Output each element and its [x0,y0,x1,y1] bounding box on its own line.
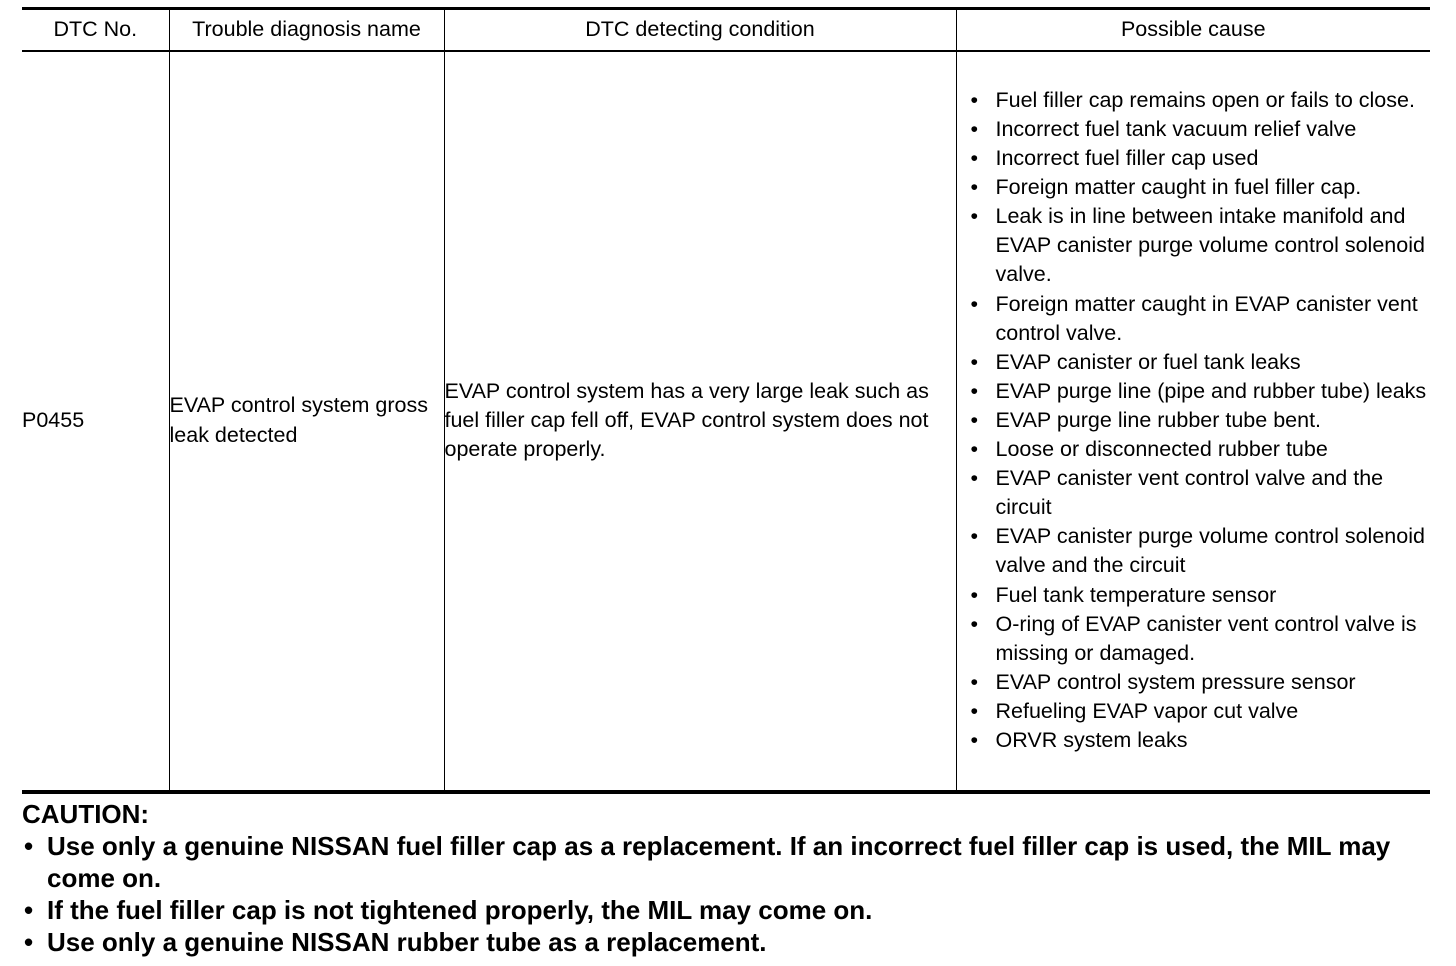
possible-cause-item [971,522,1431,580]
possible-cause-text: Incorrect fuel tank vacuum relief valve [995,117,1357,142]
bullet-icon: • [970,87,979,112]
bullet-icon: • [970,204,979,229]
caution-text: Use only a genuine NISSAN rubber tube as a replacement. [47,927,767,957]
possible-cause-item [971,348,1431,377]
possible-cause-item [971,406,1431,435]
bullet-icon: • [970,611,979,636]
bullet-icon: • [970,175,979,200]
bullet-icon: • [970,669,979,694]
bullet-icon: • [970,117,979,142]
possible-cause-text: EVAP canister vent control valve and the circuit [995,466,1384,520]
bullet-icon: • [24,927,34,957]
header-dtc-no: DTC No. [22,9,169,51]
bullet-icon: • [970,407,979,432]
possible-cause-text: Refueling EVAP vapor cut valve [995,698,1299,723]
possible-cause-text: Fuel tank temperature sensor [995,582,1277,607]
bullet-icon: • [970,466,979,491]
possible-cause-text: Incorrect fuel filler cap used [995,146,1259,171]
caution-list [22,830,1430,958]
possible-cause-text: ORVR system leaks [995,727,1188,752]
trouble-diagnosis-name: EVAP control system gross leak detected [169,51,444,792]
caution-text: Use only a genuine NISSAN fuel filler cap as a replacement. If an incorrect fuel filler cap is used, the MIL may come on. [47,831,1391,893]
possible-cause-item [971,290,1431,348]
bullet-icon: • [970,437,979,462]
possible-cause-item [971,610,1431,668]
caution-item [22,894,1430,926]
possible-cause-text: Foreign matter caught in EVAP canister vent control valve. [995,291,1418,345]
possible-cause-text: EVAP canister purge volume control solenoid valve and the circuit [995,524,1425,578]
possible-cause-item [971,115,1431,144]
possible-cause-item [971,581,1431,610]
possible-cause-item [971,86,1431,115]
caution-text: If the fuel filler cap is not tightened properly, the MIL may come on. [47,895,873,925]
possible-cause-item [971,464,1431,522]
caution-item [22,830,1430,894]
table-row [22,51,1430,792]
caution-title: CAUTION: [22,799,150,829]
bullet-icon: • [970,727,979,752]
bullet-icon: • [24,895,34,925]
possible-cause-item [971,726,1431,755]
possible-cause-item [971,144,1431,173]
bullet-icon: • [970,582,979,607]
possible-cause-text: Leak is in line between intake manifold and EVAP canister purge volume control solenoid valve. [995,204,1425,287]
header-dtc-detecting-condition: DTC detecting condition [444,9,956,51]
bullet-icon: • [970,378,979,403]
possible-cause-cell [956,51,1430,792]
possible-cause-text: EVAP canister or fuel tank leaks [995,349,1301,374]
possible-cause-text: O-ring of EVAP canister vent control valve is missing or damaged. [995,611,1417,665]
bullet-icon: • [970,146,979,171]
dtc-code: P0455 [22,51,169,792]
possible-cause-text: Loose or disconnected rubber tube [995,437,1328,462]
possible-cause-item [971,435,1431,464]
table-header-row [22,9,1430,51]
possible-cause-text: Foreign matter caught in fuel filler cap. [995,175,1362,200]
dtc-table [22,7,1430,794]
possible-cause-text: EVAP control system pressure sensor [995,669,1356,694]
dtc-detecting-condition: EVAP control system has a very large leak such as fuel filler cap fell off, EVAP control system does not operate properly. [444,51,956,792]
bullet-icon: • [970,524,979,549]
possible-cause-text: Fuel filler cap remains open or fails to close. [995,87,1415,112]
header-possible-cause: Possible cause [956,9,1430,51]
possible-cause-item [971,377,1431,406]
bullet-icon: • [970,349,979,374]
caution-section [22,798,1430,958]
possible-cause-text: EVAP purge line rubber tube bent. [995,407,1322,432]
bullet-icon: • [970,291,979,316]
bullet-icon: • [24,831,34,861]
possible-cause-item [971,697,1431,726]
possible-cause-item [971,668,1431,697]
caution-item [22,926,1430,958]
possible-cause-item [971,202,1431,289]
header-trouble-diagnosis-name: Trouble diagnosis name [169,9,444,51]
possible-cause-item [971,173,1431,202]
bullet-icon: • [970,698,979,723]
possible-cause-list [957,86,1431,755]
possible-cause-text: EVAP purge line (pipe and rubber tube) leaks [995,378,1427,403]
